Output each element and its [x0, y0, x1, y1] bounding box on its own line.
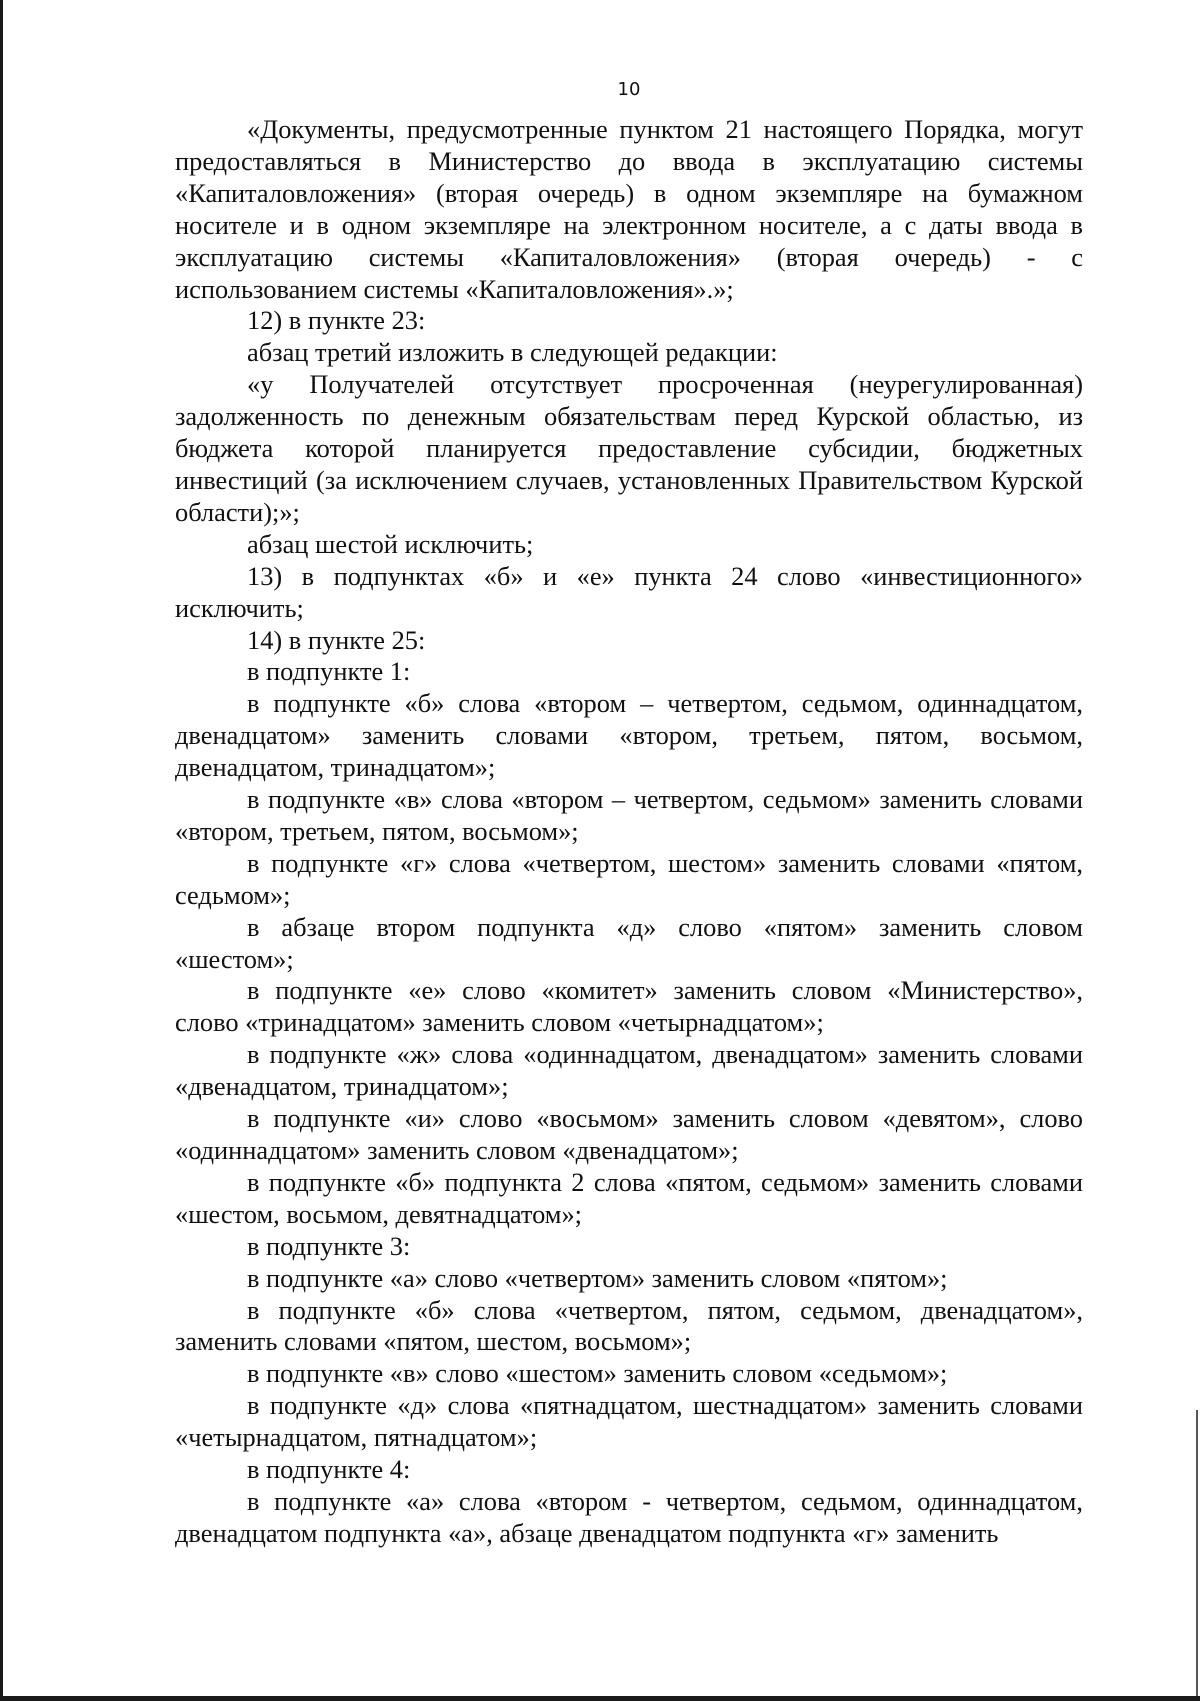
paragraph: в подпункте «г» слова «четвертом, шестом» заменить словами «пятом, седьмом»;: [175, 847, 1083, 910]
paragraph: в подпункте «в» слова «втором – четвертом, седьмом» заменить словами «втором, третьем, пятом, восьмом»;: [175, 784, 1083, 846]
paragraph: в подпункте «е» слово «комитет» заменить словом «Министерство», слово «тринадцатом» заменить словом «четырнадцатом»;: [175, 975, 1083, 1038]
paragraph: «Документы, предусмотренные пунктом 21 настоящего Порядка, могут предоставляться в Министерство до ввода в эксплуатацию системы «Капиталовложения» (вторая очередь) в одном экземпляре на бумажном носителе и в одном экземпляре на электронном носителе, а с даты ввода в эксплуатацию системы «Капиталовложения» (вторая очередь) - с использованием системы «Капиталовложения».»;: [175, 114, 1083, 304]
paragraph: 14) в пункте 25:: [247, 624, 426, 655]
document-body: [175, 114, 1083, 1550]
page-number: 10: [617, 79, 641, 100]
scan-edge-left: [0, 0, 3, 1701]
paragraph: в подпункте «а» слово «четвертом» заменить словом «пятом»;: [247, 1262, 948, 1293]
paragraph: в подпункте 1:: [247, 656, 411, 687]
paragraph: в подпункте «ж» слова «одиннадцатом, двенадцатом» заменить словами «двенадцатом, тринадцатом»;: [175, 1039, 1083, 1102]
paragraph: в подпункте «б» слова «четвертом, пятом, седьмом, двенадцатом», заменить словами «пятом, шестом, восьмом»;: [175, 1294, 1083, 1357]
paragraph: в подпункте «а» слова «втором - четвертом, седьмом, одиннадцатом, двенадцатом подпункта «а», абзаце двенадцатом подпункта «г» заменить: [175, 1485, 1083, 1548]
paragraph: в подпункте «б» подпункта 2 слова «пятом, седьмом» заменить словами «шестом, восьмом, девятнадцатом»;: [175, 1166, 1083, 1229]
paragraph: 12) в пункте 23:: [247, 305, 426, 336]
document-page: [175, 78, 1083, 1550]
scan-edge-bottom: [0, 1696, 1200, 1701]
paragraph: в подпункте «д» слова «пятнадцатом, шестнадцатом» заменить словами «четырнадцатом, пятнадцатом»;: [175, 1390, 1083, 1453]
paragraph: в подпункте «и» слово «восьмом» заменить словом «девятом», слово «одиннадцатом» заменить словом «двенадцатом»;: [175, 1103, 1083, 1165]
paragraph: абзац шестой исключить;: [247, 528, 534, 559]
paragraph: в подпункте «б» слова «втором – четвертом, седьмом, одиннадцатом, двенадцатом» заменить словами «втором, третьем, пятом, восьмом, двенадцатом, тринадцатом»;: [175, 688, 1083, 783]
paragraph: 13) в подпунктах «б» и «е» пункта 24 слово «инвестиционного» исключить;: [175, 560, 1083, 623]
paragraph: в подпункте «в» слово «шестом» заменить словом «седьмом»;: [247, 1358, 948, 1389]
paragraph: в абзаце втором подпункта «д» слово «пятом» заменить словом «шестом»;: [175, 911, 1083, 974]
paragraph: в подпункте 3:: [247, 1230, 411, 1261]
paragraph: «у Получателей отсутствует просроченная (неурегулированная) задолженность по денежным обязательствам перед Курской областью, из бюджета которой планируется предоставление субсидии, бюджетных инвестиций (за исключением случаев, установленных Правительством Курской области);»;: [175, 369, 1083, 527]
paragraph: абзац третий изложить в следующей редакции:: [247, 337, 778, 368]
paragraph: в подпункте 4:: [247, 1454, 411, 1485]
scan-edge-right: [1196, 1410, 1198, 1701]
